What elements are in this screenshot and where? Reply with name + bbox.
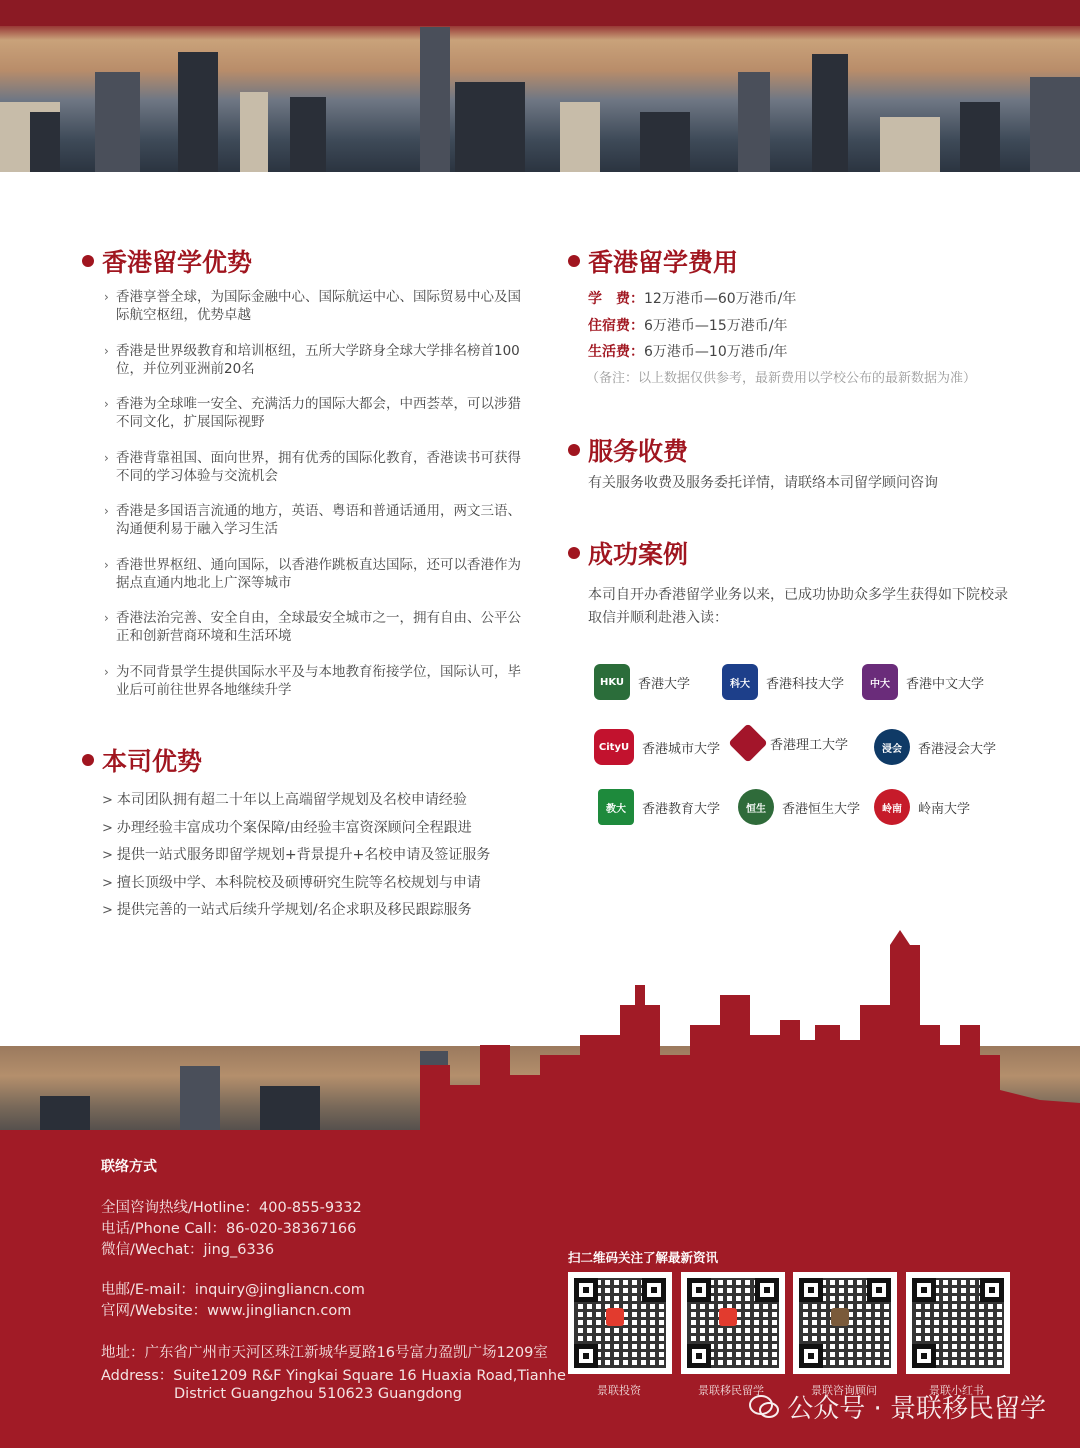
advantages-list	[104, 288, 524, 716]
bullet-dot-icon	[568, 547, 580, 559]
bullet-dot-icon	[82, 754, 94, 766]
fee-row-living: 生活费：6万港币—10万港币/年	[588, 344, 788, 360]
service-text: 有关服务收费及服务委托详情，请联络本司留学顾问咨询	[588, 475, 938, 491]
university-item: 恒生 香港恒生大学	[738, 789, 860, 825]
qr-label: 景联咨询顾问	[811, 1384, 877, 1397]
wechat-text: 微信/Wechat：jing_6336	[101, 1242, 275, 1258]
hku-logo-icon: HKU	[594, 664, 630, 700]
university-item: 教大 香港教育大学	[598, 789, 720, 825]
skyline-silhouette	[420, 925, 1080, 1135]
hkbu-logo-icon: 浸会	[874, 729, 910, 765]
list-item: > 本司团队拥有超二十年以上高端留学规划及名校申请经验	[102, 792, 467, 808]
list-item: › 香港世界枢纽、通向国际，以香港作跳板直达国际，还可以香港作为据点直通内地北上广深等城市	[104, 556, 524, 592]
qr-code-2[interactable]	[681, 1272, 785, 1374]
bullet-dot-icon	[82, 255, 94, 267]
company-title: 本司优势	[82, 742, 202, 778]
wechat-watermark: 公众号 · 景联移民留学	[749, 1388, 1046, 1425]
fees-title: 香港留学费用	[568, 243, 738, 279]
cases-title: 成功案例	[568, 535, 688, 571]
qr-code-4[interactable]	[906, 1272, 1010, 1374]
lingnan-logo-icon: 岭南	[874, 789, 910, 825]
top-city-banner	[0, 0, 1080, 172]
cityu-logo-icon: CityU	[594, 729, 634, 765]
bullet-dot-icon	[568, 255, 580, 267]
email-link[interactable]: 电邮/E-mail：inquiry@jingliancn.com	[101, 1282, 365, 1298]
wechat-icon	[749, 1394, 779, 1420]
top-red-bar	[0, 0, 1080, 26]
hkust-logo-icon: 科大	[722, 664, 758, 700]
address-en-line2: District Guangzhou 510623 Guangdong	[174, 1386, 463, 1402]
address-cn-text: 地址：广东省广州市天河区珠江新城华夏路16号富力盈凯广场1209室	[101, 1345, 548, 1361]
contact-title: 联络方式	[101, 1159, 157, 1175]
university-item: CityU 香港城市大学	[594, 729, 720, 765]
qr-title: 扫二维码关注了解最新资讯	[568, 1250, 719, 1265]
list-item: › 香港是多国语言流通的地方，英语、粤语和普通话通用，两文三语、沟通便利易于融入学习生活	[104, 502, 524, 538]
list-item: > 提供完善的一站式后续升学规划/名企求职及移民跟踪服务	[102, 902, 472, 918]
bullet-dot-icon	[568, 444, 580, 456]
list-item: › 香港背靠祖国、面向世界，拥有优秀的国际化教育，香港读书可获得不同的学习体验与交流机会	[104, 449, 524, 485]
address-en-line1: Address：Suite1209 R&F Yingkai Square 16 Huaxia Road,Tianhe	[101, 1368, 566, 1384]
list-item: › 香港是世界级教育和培训枢纽，五所大学跻身全球大学排名榜首100位，并位列亚洲前20名	[104, 342, 524, 378]
company-list	[102, 787, 542, 925]
hotline-text: 全国咨询热线/Hotline：400-855-9332	[101, 1200, 362, 1216]
university-item: 中大 香港中文大学	[862, 664, 984, 700]
fees-block	[588, 286, 1028, 392]
cuhk-logo-icon: 中大	[862, 664, 898, 700]
website-link[interactable]: 官网/Website：www.jingliancn.com	[101, 1303, 352, 1319]
list-item: > 办理经验丰富成功个案保障/由经验丰富资深顾问全程跟进	[102, 819, 472, 836]
advantages-title: 香港留学优势	[82, 243, 252, 279]
qr-label: 景联小红书	[929, 1384, 984, 1397]
list-item: > 提供一站式服务即留学规划+背景提升+名校申请及签证服务	[102, 847, 491, 863]
qr-code-3[interactable]	[793, 1272, 897, 1374]
list-item: › 香港为全球唯一安全、充满活力的国际大都会，中西荟萃，可以涉猎不同文化，扩展国际视野	[104, 395, 524, 431]
university-item: HKU 香港大学	[594, 664, 690, 700]
list-item: › 香港法治完善、安全自由，全球最安全城市之一，拥有自由、公平公正和创新营商环境和生活环境	[104, 609, 524, 645]
list-item: › 为不同背景学生提供国际水平及与本地教育衔接学位，国际认可，毕业后可前往世界各地继续升学	[104, 663, 524, 699]
fee-row-tuition: 学 费：12万港币—60万港币/年	[588, 291, 797, 307]
phone-text: 电话/Phone Call：86-020-38367166	[101, 1221, 357, 1237]
qr-label: 景联移民留学	[698, 1384, 764, 1397]
chevron-right-icon: >	[102, 848, 113, 863]
university-item: 香港理工大学	[734, 729, 848, 757]
list-item: > 擅长顶级中学、本科院校及硕博研究生院等名校规划与申请	[102, 874, 481, 891]
cases-text: 本司自开办香港留学业务以来，已成功协助众多学生获得如下院校录取信并顺利赴港入读：	[588, 587, 1008, 626]
university-item: 岭南 岭南大学	[874, 789, 970, 825]
service-title: 服务收费	[568, 432, 688, 468]
hsu-logo-icon: 恒生	[738, 789, 774, 825]
polyu-logo-icon	[728, 723, 768, 763]
list-item: › 香港享誉全球，为国际金融中心、国际航运中心、国际贸易中心及国际航空枢纽，优势卓越	[104, 288, 524, 324]
chevron-right-icon: >	[102, 820, 113, 836]
fee-row-housing: 住宿费：6万港币—15万港币/年	[588, 317, 788, 334]
chevron-right-icon: >	[102, 793, 113, 808]
fee-note: （备注：以上数据仅供参考，最新费用以学校公布的最新数据为准）	[586, 370, 977, 386]
qr-label: 景联投资	[597, 1384, 641, 1397]
eduhk-logo-icon: 教大	[598, 789, 634, 825]
university-item: 科大 香港科技大学	[722, 664, 844, 700]
chevron-right-icon: >	[102, 875, 113, 891]
chevron-right-icon: >	[102, 903, 113, 918]
qr-code-1[interactable]	[568, 1272, 672, 1374]
university-item: 浸会 香港浸会大学	[874, 729, 996, 765]
